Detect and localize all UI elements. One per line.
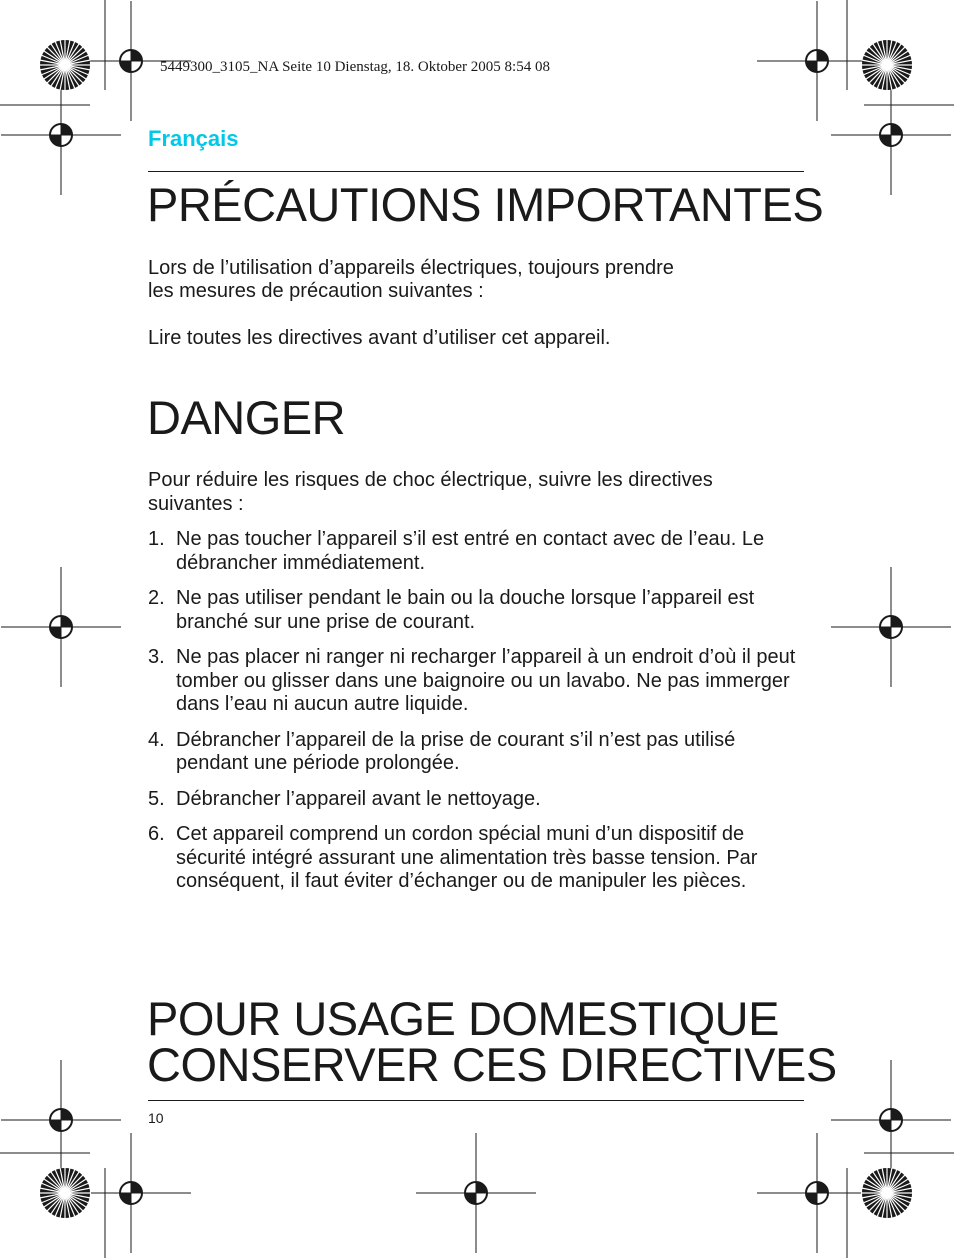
footer-heading-keep-instructions: CONSERVER CES DIRECTIVES bbox=[147, 1038, 837, 1091]
list-item-text: Cet appareil comprend un cordon spécial muni d’un dispositif de sécurité intégré assurant une alimentation très basse tension. Par conséquent, il faut éviter d’échanger ou de manipuler les pièces. bbox=[176, 823, 758, 892]
intro-read-instructions: Lire toutes les directives avant d’utiliser cet appareil. bbox=[148, 327, 611, 349]
danger-intro: Pour réduire les risques de choc électrique, suivre les directives suivantes : bbox=[148, 469, 713, 515]
list-item bbox=[148, 646, 808, 717]
list-item-text: Ne pas placer ni ranger ni recharger l’appareil à un endroit d’où il peut tomber ou glisser dans une baignoire ou un lavabo. Ne pas immerger dans l’eau ni aucun autre liquide. bbox=[176, 646, 796, 715]
list-item bbox=[148, 587, 808, 634]
list-item bbox=[148, 788, 808, 812]
list-item-number: 5. bbox=[148, 787, 165, 810]
danger-list bbox=[148, 528, 808, 906]
list-item bbox=[148, 823, 808, 894]
page-number: 10 bbox=[148, 1110, 164, 1126]
intro-line-2: les mesures de précaution suivantes : bbox=[148, 280, 484, 302]
list-item-text: Ne pas utiliser pendant le bain ou la douche lorsque l’appareil est branché sur une prise de courant. bbox=[176, 587, 755, 633]
list-item-number: 2. bbox=[148, 587, 165, 609]
print-header: 5449300_3105_NA Seite 10 Dienstag, 18. Oktober 2005 8:54 08 bbox=[160, 59, 550, 75]
heading-danger: DANGER bbox=[147, 391, 346, 444]
heading-precautions: PRÉCAUTIONS IMPORTANTES bbox=[147, 178, 824, 231]
list-item-text: Ne pas toucher l’appareil s’il est entré en contact avec de l’eau. Le débrancher immédiatement. bbox=[176, 528, 765, 574]
top-divider bbox=[148, 171, 804, 172]
list-item-number: 4. bbox=[148, 728, 165, 751]
list-item-number: 1. bbox=[148, 528, 165, 550]
list-item bbox=[148, 729, 808, 776]
list-item-text: Débrancher l’appareil de la prise de courant s’il n’est pas utilisé pendant une période prolongée. bbox=[176, 728, 736, 774]
intro-line-1: Lors de l’utilisation d’appareils électriques, toujours prendre bbox=[148, 257, 674, 279]
footer-heading-domestic-use: POUR USAGE DOMESTIQUE bbox=[147, 992, 779, 1045]
list-item bbox=[148, 528, 808, 575]
language-label: Français bbox=[148, 126, 239, 151]
list-item-number: 3. bbox=[148, 646, 165, 668]
bottom-divider bbox=[148, 1100, 804, 1101]
list-item-number: 6. bbox=[148, 823, 165, 845]
list-item-text: Débrancher l’appareil avant le nettoyage. bbox=[176, 787, 541, 810]
